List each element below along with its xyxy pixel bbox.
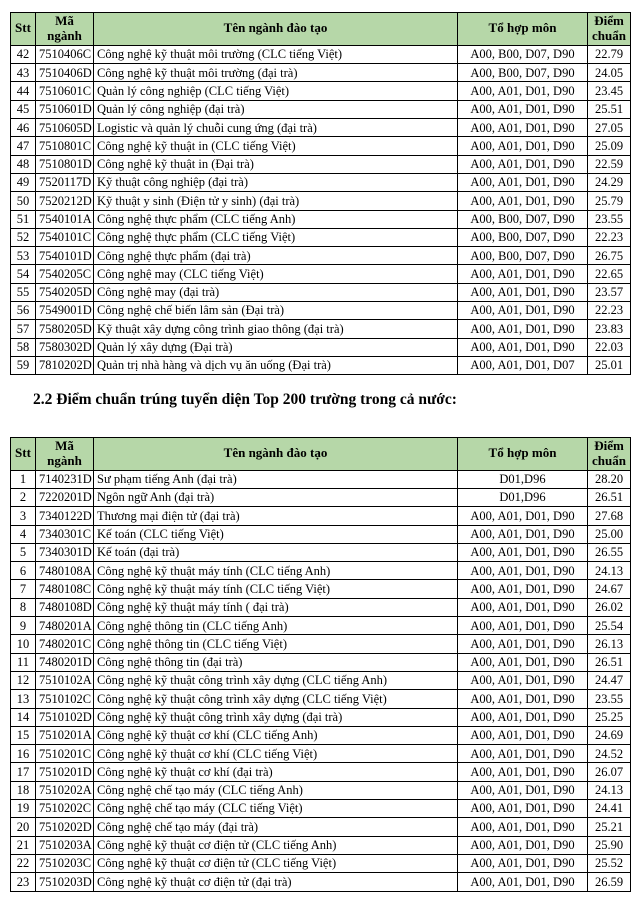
- cell-stt: 18: [11, 781, 36, 799]
- cell-score: 22.59: [588, 155, 631, 173]
- cell-combo: A00, A01, D01, D90: [458, 726, 588, 744]
- cell-score: 26.51: [588, 488, 631, 506]
- cell-code: 7510801C: [36, 137, 94, 155]
- cell-score: 27.68: [588, 507, 631, 525]
- cell-score: 26.59: [588, 873, 631, 891]
- cell-score: 25.21: [588, 818, 631, 836]
- cell-code: 7510406D: [36, 64, 94, 82]
- cell-score: 23.45: [588, 82, 631, 100]
- cell-code: 7580302D: [36, 338, 94, 356]
- cell-code: 7510406C: [36, 45, 94, 63]
- cell-score: 27.05: [588, 119, 631, 137]
- cell-score: 23.83: [588, 320, 631, 338]
- cell-combo: A00, A01, D01, D90: [458, 302, 588, 320]
- cell-code: 7510201C: [36, 745, 94, 763]
- cell-name: Công nghệ thông tin (đại trà): [94, 653, 458, 671]
- cell-combo: A00, A01, D01, D90: [458, 137, 588, 155]
- table-row: [11, 562, 631, 580]
- cell-name: Công nghệ kỹ thuật công trình xây dựng (đại trà): [94, 708, 458, 726]
- cell-name: Công nghệ kỹ thuật môi trường (CLC tiếng Việt): [94, 45, 458, 63]
- cell-combo: A00, A01, D01, D90: [458, 763, 588, 781]
- cell-stt: 57: [11, 320, 36, 338]
- table-row: [11, 155, 631, 173]
- table-row: [11, 690, 631, 708]
- cell-stt: 7: [11, 580, 36, 598]
- table-row: [11, 836, 631, 854]
- cell-score: 25.01: [588, 356, 631, 374]
- cell-name: Công nghệ chế tạo máy (CLC tiếng Anh): [94, 781, 458, 799]
- table-row: [11, 635, 631, 653]
- cell-combo: A00, B00, D07, D90: [458, 210, 588, 228]
- cell-name: Công nghệ may (CLC tiếng Việt): [94, 265, 458, 283]
- column-header-name: Tên ngành đào tạo: [94, 437, 458, 470]
- cell-stt: 50: [11, 192, 36, 210]
- cell-score: 23.55: [588, 690, 631, 708]
- cell-name: Công nghệ thông tin (CLC tiếng Việt): [94, 635, 458, 653]
- cell-stt: 8: [11, 598, 36, 616]
- cell-score: 25.79: [588, 192, 631, 210]
- cell-code: 7140231D: [36, 470, 94, 488]
- cell-combo: A00, A01, D01, D90: [458, 671, 588, 689]
- cell-score: 25.90: [588, 836, 631, 854]
- cell-name: Công nghệ kỹ thuật in (CLC tiếng Việt): [94, 137, 458, 155]
- cell-score: 24.13: [588, 562, 631, 580]
- table-row: [11, 228, 631, 246]
- cell-stt: 1: [11, 470, 36, 488]
- cell-code: 7510605D: [36, 119, 94, 137]
- cell-stt: 23: [11, 873, 36, 891]
- table-row: [11, 82, 631, 100]
- cell-code: 7510201D: [36, 763, 94, 781]
- cell-stt: 13: [11, 690, 36, 708]
- cell-code: 7510601C: [36, 82, 94, 100]
- cell-combo: A00, A01, D01, D90: [458, 836, 588, 854]
- table-row: [11, 356, 631, 374]
- cell-combo: A00, A01, D01, D90: [458, 598, 588, 616]
- cell-code: 7540101C: [36, 228, 94, 246]
- cell-combo: A00, A01, D01, D90: [458, 745, 588, 763]
- column-header-score: Điểm chuẩn: [588, 437, 631, 470]
- cell-stt: 45: [11, 100, 36, 118]
- cell-name: Công nghệ kỹ thuật công trình xây dựng (CLC tiếng Anh): [94, 671, 458, 689]
- cell-stt: 12: [11, 671, 36, 689]
- cell-code: 7810202D: [36, 356, 94, 374]
- cell-stt: 19: [11, 800, 36, 818]
- cell-stt: 17: [11, 763, 36, 781]
- cell-score: 25.52: [588, 854, 631, 872]
- cell-combo: A00, A01, D01, D90: [458, 525, 588, 543]
- cell-name: Công nghệ thông tin (CLC tiếng Anh): [94, 617, 458, 635]
- cell-name: Quản trị nhà hàng và dịch vụ ăn uống (Đại trà): [94, 356, 458, 374]
- cell-name: Công nghệ may (đại trà): [94, 283, 458, 301]
- cell-stt: 46: [11, 119, 36, 137]
- cell-combo: A00, A01, D01, D90: [458, 320, 588, 338]
- column-header-stt: Stt: [11, 13, 36, 46]
- cell-score: 22.23: [588, 228, 631, 246]
- cell-code: 7580205D: [36, 320, 94, 338]
- cell-code: 7220201D: [36, 488, 94, 506]
- cell-combo: A00, A01, D01, D90: [458, 873, 588, 891]
- cell-score: 25.25: [588, 708, 631, 726]
- table-row: [11, 543, 631, 561]
- cell-code: 7540101A: [36, 210, 94, 228]
- table-1-header: [11, 13, 631, 46]
- cell-code: 7540205D: [36, 283, 94, 301]
- cell-combo: A00, A01, D01, D90: [458, 155, 588, 173]
- column-header-code: Mã ngành: [36, 437, 94, 470]
- cell-code: 7510203A: [36, 836, 94, 854]
- cell-stt: 55: [11, 283, 36, 301]
- cell-combo: D01,D96: [458, 470, 588, 488]
- cell-combo: A00, A01, D01, D90: [458, 265, 588, 283]
- cell-stt: 5: [11, 543, 36, 561]
- cell-combo: A00, A01, D01, D90: [458, 100, 588, 118]
- cell-score: 22.03: [588, 338, 631, 356]
- table-row: [11, 708, 631, 726]
- table-row: [11, 210, 631, 228]
- cell-name: Công nghệ kỹ thuật cơ điện tử (CLC tiếng Anh): [94, 836, 458, 854]
- cell-combo: A00, A01, D01, D90: [458, 119, 588, 137]
- cell-combo: D01,D96: [458, 488, 588, 506]
- table-row: [11, 763, 631, 781]
- score-table-1: [10, 12, 631, 375]
- cell-combo: A00, A01, D01, D07: [458, 356, 588, 374]
- cell-score: 22.23: [588, 302, 631, 320]
- cell-name: Công nghệ chế tạo máy (đại trà): [94, 818, 458, 836]
- header-row: [11, 437, 631, 470]
- cell-name: Công nghệ thực phẩm (CLC tiếng Việt): [94, 228, 458, 246]
- cell-score: 25.09: [588, 137, 631, 155]
- cell-stt: 53: [11, 247, 36, 265]
- cell-stt: 21: [11, 836, 36, 854]
- cell-score: 23.55: [588, 210, 631, 228]
- cell-stt: 44: [11, 82, 36, 100]
- cell-name: Công nghệ kỹ thuật máy tính (CLC tiếng Anh): [94, 562, 458, 580]
- column-header-combo: Tổ hợp môn: [458, 13, 588, 46]
- cell-code: 7480108A: [36, 562, 94, 580]
- cell-code: 7480108C: [36, 580, 94, 598]
- table-2-header: [11, 437, 631, 470]
- table-row: [11, 265, 631, 283]
- cell-combo: A00, A01, D01, D90: [458, 192, 588, 210]
- table-row: [11, 173, 631, 191]
- cell-stt: 4: [11, 525, 36, 543]
- cell-score: 26.51: [588, 653, 631, 671]
- cell-score: 24.41: [588, 800, 631, 818]
- cell-stt: 47: [11, 137, 36, 155]
- cell-name: Thương mại điện tử (đại trà): [94, 507, 458, 525]
- cell-score: 22.79: [588, 45, 631, 63]
- cell-combo: A00, A01, D01, D90: [458, 617, 588, 635]
- table-row: [11, 854, 631, 872]
- cell-name: Công nghệ kỹ thuật in (Đại trà): [94, 155, 458, 173]
- cell-score: 24.13: [588, 781, 631, 799]
- table-row: [11, 100, 631, 118]
- cell-combo: A00, A01, D01, D90: [458, 653, 588, 671]
- column-header-stt: Stt: [11, 437, 36, 470]
- cell-name: Công nghệ chế tạo máy (CLC tiếng Việt): [94, 800, 458, 818]
- cell-name: Ngôn ngữ Anh (đại trà): [94, 488, 458, 506]
- table-row: [11, 726, 631, 744]
- table-2-body: [11, 470, 631, 891]
- cell-combo: A00, A01, D01, D90: [458, 507, 588, 525]
- cell-stt: 20: [11, 818, 36, 836]
- cell-score: 25.00: [588, 525, 631, 543]
- cell-code: 7510202A: [36, 781, 94, 799]
- cell-combo: A00, A01, D01, D90: [458, 173, 588, 191]
- table-row: [11, 283, 631, 301]
- cell-name: Công nghệ thực phẩm (CLC tiếng Anh): [94, 210, 458, 228]
- cell-name: Công nghệ thực phẩm (đại trà): [94, 247, 458, 265]
- cell-combo: A00, A01, D01, D90: [458, 818, 588, 836]
- column-header-score: Điểm chuẩn: [588, 13, 631, 46]
- header-row: [11, 13, 631, 46]
- cell-combo: A00, A01, D01, D90: [458, 283, 588, 301]
- table-row: [11, 781, 631, 799]
- cell-stt: 6: [11, 562, 36, 580]
- cell-score: 26.13: [588, 635, 631, 653]
- cell-score: 24.05: [588, 64, 631, 82]
- cell-name: Công nghệ kỹ thuật cơ khí (đại trà): [94, 763, 458, 781]
- cell-name: Logistic và quản lý chuỗi cung ứng (đại trà): [94, 119, 458, 137]
- cell-combo: A00, A01, D01, D90: [458, 580, 588, 598]
- cell-code: 7340301C: [36, 525, 94, 543]
- table-row: [11, 64, 631, 82]
- cell-name: Công nghệ chế biến lâm sản (Đại trà): [94, 302, 458, 320]
- table-row: [11, 580, 631, 598]
- cell-stt: 49: [11, 173, 36, 191]
- cell-code: 7510201A: [36, 726, 94, 744]
- cell-code: 7510202C: [36, 800, 94, 818]
- cell-combo: A00, A01, D01, D90: [458, 708, 588, 726]
- score-table-2: [10, 437, 631, 892]
- cell-code: 7480108D: [36, 598, 94, 616]
- table-row: [11, 119, 631, 137]
- table-row: [11, 320, 631, 338]
- cell-stt: 22: [11, 854, 36, 872]
- cell-code: 7510601D: [36, 100, 94, 118]
- table-row: [11, 800, 631, 818]
- cell-name: Kỹ thuật công nghiệp (đại trà): [94, 173, 458, 191]
- cell-score: 24.67: [588, 580, 631, 598]
- cell-combo: A00, A01, D01, D90: [458, 800, 588, 818]
- cell-stt: 16: [11, 745, 36, 763]
- table-row: [11, 247, 631, 265]
- cell-code: 7510203D: [36, 873, 94, 891]
- cell-name: Kỹ thuật xây dựng công trình giao thông (đại trà): [94, 320, 458, 338]
- cell-name: Quản lý công nghiệp (đại trà): [94, 100, 458, 118]
- table-row: [11, 470, 631, 488]
- cell-combo: A00, A01, D01, D90: [458, 854, 588, 872]
- table-row: [11, 488, 631, 506]
- cell-combo: A00, A01, D01, D90: [458, 781, 588, 799]
- cell-score: 22.65: [588, 265, 631, 283]
- cell-score: 23.57: [588, 283, 631, 301]
- cell-stt: 11: [11, 653, 36, 671]
- cell-stt: 58: [11, 338, 36, 356]
- cell-score: 24.29: [588, 173, 631, 191]
- cell-code: 7480201C: [36, 635, 94, 653]
- cell-score: 25.54: [588, 617, 631, 635]
- cell-code: 7340122D: [36, 507, 94, 525]
- cell-name: Công nghệ kỹ thuật máy tính (CLC tiếng Việt): [94, 580, 458, 598]
- cell-code: 7520117D: [36, 173, 94, 191]
- cell-name: Kế toán (đại trà): [94, 543, 458, 561]
- cell-stt: 14: [11, 708, 36, 726]
- cell-score: 24.47: [588, 671, 631, 689]
- cell-code: 7340301D: [36, 543, 94, 561]
- cell-stt: 59: [11, 356, 36, 374]
- cell-stt: 54: [11, 265, 36, 283]
- cell-code: 7510102D: [36, 708, 94, 726]
- cell-name: Công nghệ kỹ thuật môi trường (đại trà): [94, 64, 458, 82]
- cell-name: Quản lý xây dựng (Đại trà): [94, 338, 458, 356]
- cell-combo: A00, B00, D07, D90: [458, 228, 588, 246]
- cell-code: 7510203C: [36, 854, 94, 872]
- cell-combo: A00, A01, D01, D90: [458, 562, 588, 580]
- table-row: [11, 192, 631, 210]
- cell-code: 7540101D: [36, 247, 94, 265]
- cell-name: Công nghệ kỹ thuật công trình xây dựng (CLC tiếng Việt): [94, 690, 458, 708]
- cell-score: 25.51: [588, 100, 631, 118]
- cell-code: 7540205C: [36, 265, 94, 283]
- cell-score: 26.55: [588, 543, 631, 561]
- table-row: [11, 507, 631, 525]
- cell-name: Kế toán (CLC tiếng Việt): [94, 525, 458, 543]
- cell-score: 28.20: [588, 470, 631, 488]
- cell-stt: 42: [11, 45, 36, 63]
- cell-stt: 10: [11, 635, 36, 653]
- cell-name: Công nghệ kỹ thuật cơ điện tử (CLC tiếng Việt): [94, 854, 458, 872]
- cell-stt: 51: [11, 210, 36, 228]
- cell-name: Sư phạm tiếng Anh (đại trà): [94, 470, 458, 488]
- table-row: [11, 745, 631, 763]
- cell-code: 7510801D: [36, 155, 94, 173]
- table-row: [11, 302, 631, 320]
- cell-code: 7480201A: [36, 617, 94, 635]
- table-row: [11, 671, 631, 689]
- cell-name: Công nghệ kỹ thuật cơ điện tử (đại trà): [94, 873, 458, 891]
- cell-stt: 43: [11, 64, 36, 82]
- table-row: [11, 45, 631, 63]
- table-row: [11, 818, 631, 836]
- cell-name: Công nghệ kỹ thuật cơ khí (CLC tiếng Anh): [94, 726, 458, 744]
- table-row: [11, 617, 631, 635]
- cell-stt: 52: [11, 228, 36, 246]
- cell-combo: A00, A01, D01, D90: [458, 82, 588, 100]
- cell-combo: A00, B00, D07, D90: [458, 247, 588, 265]
- cell-code: 7510102A: [36, 671, 94, 689]
- cell-name: Công nghệ kỹ thuật máy tính ( đại trà): [94, 598, 458, 616]
- table-row: [11, 137, 631, 155]
- cell-stt: 9: [11, 617, 36, 635]
- cell-score: 26.75: [588, 247, 631, 265]
- cell-code: 7510102C: [36, 690, 94, 708]
- cell-combo: A00, B00, D07, D90: [458, 64, 588, 82]
- table-row: [11, 873, 631, 891]
- section-heading: 2.2 Điểm chuẩn trúng tuyển diện Top 200 trường trong cả nước:: [33, 391, 457, 409]
- cell-combo: A00, A01, D01, D90: [458, 690, 588, 708]
- cell-combo: A00, B00, D07, D90: [458, 45, 588, 63]
- cell-combo: A00, A01, D01, D90: [458, 338, 588, 356]
- table-row: [11, 598, 631, 616]
- cell-stt: 15: [11, 726, 36, 744]
- table-row: [11, 338, 631, 356]
- cell-name: Kỹ thuật y sinh (Điện tử y sinh) (đại trà): [94, 192, 458, 210]
- column-header-combo: Tổ hợp môn: [458, 437, 588, 470]
- cell-stt: 56: [11, 302, 36, 320]
- table-row: [11, 653, 631, 671]
- cell-code: 7510202D: [36, 818, 94, 836]
- cell-stt: 3: [11, 507, 36, 525]
- cell-combo: A00, A01, D01, D90: [458, 635, 588, 653]
- table-1-body: [11, 45, 631, 374]
- cell-score: 26.07: [588, 763, 631, 781]
- cell-score: 26.02: [588, 598, 631, 616]
- cell-name: Quản lý công nghiệp (CLC tiếng Việt): [94, 82, 458, 100]
- cell-code: 7520212D: [36, 192, 94, 210]
- cell-code: 7549001D: [36, 302, 94, 320]
- column-header-name: Tên ngành đào tạo: [94, 13, 458, 46]
- cell-score: 24.69: [588, 726, 631, 744]
- cell-combo: A00, A01, D01, D90: [458, 543, 588, 561]
- table-row: [11, 525, 631, 543]
- cell-code: 7480201D: [36, 653, 94, 671]
- cell-score: 24.52: [588, 745, 631, 763]
- cell-stt: 2: [11, 488, 36, 506]
- cell-stt: 48: [11, 155, 36, 173]
- cell-name: Công nghệ kỹ thuật cơ khí (CLC tiếng Việt): [94, 745, 458, 763]
- column-header-code: Mã ngành: [36, 13, 94, 46]
